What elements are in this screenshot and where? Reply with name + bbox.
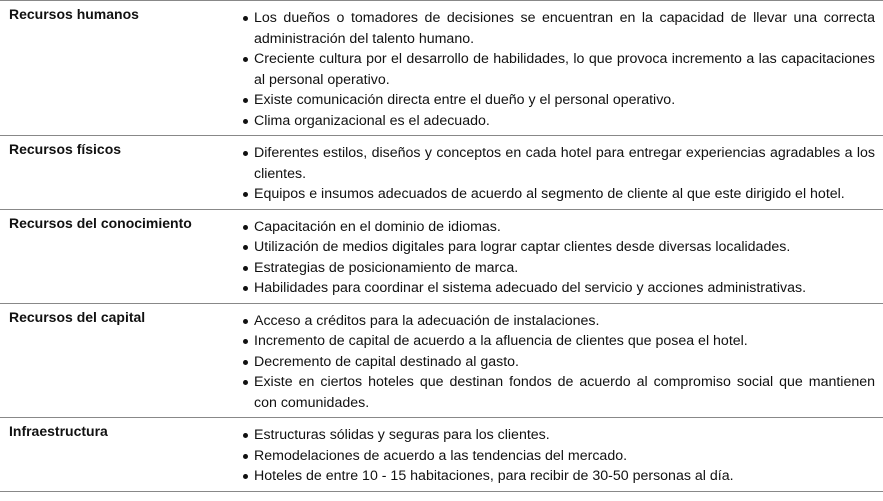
list-item-text: Diferentes estilos, diseños y conceptos en cada hotel para entregar experiencias agradables a los clientes.: [254, 145, 875, 182]
list-item: [236, 352, 875, 373]
list-item-text: Estrategias de posicionamiento de marca.: [254, 259, 519, 276]
list-item: [236, 49, 875, 90]
list-item-text: Decremento de capital destinado al gasto.: [254, 353, 519, 370]
list-item: [236, 372, 875, 413]
bullet-icon: [243, 192, 248, 197]
bullet-icon: [243, 454, 248, 459]
list-item-text: Acceso a créditos para la adecuación de instalaciones.: [254, 312, 600, 329]
list-item: [236, 331, 875, 352]
list-item: [236, 466, 875, 487]
bullet-list: [236, 8, 875, 131]
category-label: Recursos del conocimiento: [0, 209, 236, 303]
bullet-icon: [243, 474, 248, 479]
bullet-icon: [243, 16, 248, 21]
list-item-text: Existe comunicación directa entre el dueño y el personal operativo.: [254, 92, 676, 108]
bullet-icon: [243, 119, 248, 124]
category-items: [236, 418, 883, 492]
table-body: [0, 1, 883, 492]
list-item: [236, 237, 875, 258]
list-item-text: Estructuras sólidas y seguras para los clientes.: [254, 427, 550, 443]
bullet-icon: [243, 380, 248, 385]
list-item: [236, 258, 875, 279]
list-item-text: Capacitación en el dominio de idiomas.: [254, 218, 501, 235]
bullet-icon: [243, 245, 248, 250]
bullet-icon: [243, 319, 248, 324]
list-item-text: Clima organizacional es el adecuado.: [254, 112, 490, 129]
table-row: [0, 418, 883, 492]
list-item-text: Habilidades para coordinar el sistema adecuado del servicio y acciones administrativas.: [254, 280, 807, 296]
list-item: [236, 184, 875, 205]
bullet-icon: [243, 151, 248, 156]
category-label: Recursos físicos: [0, 136, 236, 210]
list-item-text: Los dueños o tomadores de decisiones se encuentran en la capacidad de llevar una correcta administración del talento humano.: [254, 10, 875, 47]
category-items: [236, 303, 883, 418]
list-item-text: Hoteles de entre 10 - 15 habitaciones, para recibir de 30-50 personas al día.: [254, 468, 734, 484]
table-row: [0, 1, 883, 136]
list-item: [236, 111, 875, 132]
list-item-text: Existe en ciertos hoteles que destinan fondos de acuerdo al compromiso social que mantienen con comunidades.: [254, 374, 875, 411]
table-row: [0, 209, 883, 303]
category-items: [236, 1, 883, 136]
list-item: [236, 8, 875, 49]
table-row: [0, 136, 883, 210]
bullet-icon: [243, 360, 248, 365]
list-item-text: Equipos e insumos adecuados de acuerdo al segmento de cliente al que este dirigido el hotel.: [254, 186, 845, 202]
list-item: [236, 278, 875, 299]
bullet-list: [236, 217, 875, 299]
list-item: [236, 90, 875, 111]
bullet-icon: [243, 433, 248, 438]
bullet-icon: [243, 286, 248, 291]
category-label: Recursos del capital: [0, 303, 236, 418]
category-label: Recursos humanos: [0, 1, 236, 136]
list-item-text: Utilización de medios digitales para lograr captar clientes desde diversas localidades.: [254, 239, 791, 255]
list-item-text: Remodelaciones de acuerdo a las tendencias del mercado.: [254, 447, 628, 464]
bullet-list: [236, 143, 875, 205]
bullet-list: [236, 425, 875, 487]
list-item: [236, 143, 875, 184]
bullet-icon: [243, 339, 248, 344]
list-item-text: Incremento de capital de acuerdo a la afluencia de clientes que posea el hotel.: [254, 333, 748, 349]
category-items: [236, 136, 883, 210]
list-item: [236, 425, 875, 446]
list-item: [236, 311, 875, 332]
category-label: Infraestructura: [0, 418, 236, 492]
bullet-icon: [243, 98, 248, 103]
bullet-icon: [243, 266, 248, 271]
category-items: [236, 209, 883, 303]
table-row: [0, 303, 883, 418]
list-item-text: Creciente cultura por el desarrollo de habilidades, lo que provoca incremento a las capacitaciones al personal operativo.: [254, 51, 875, 88]
bullet-list: [236, 311, 875, 414]
list-item: [236, 446, 875, 467]
bullet-icon: [243, 225, 248, 230]
list-item: [236, 217, 875, 238]
bullet-icon: [243, 57, 248, 62]
